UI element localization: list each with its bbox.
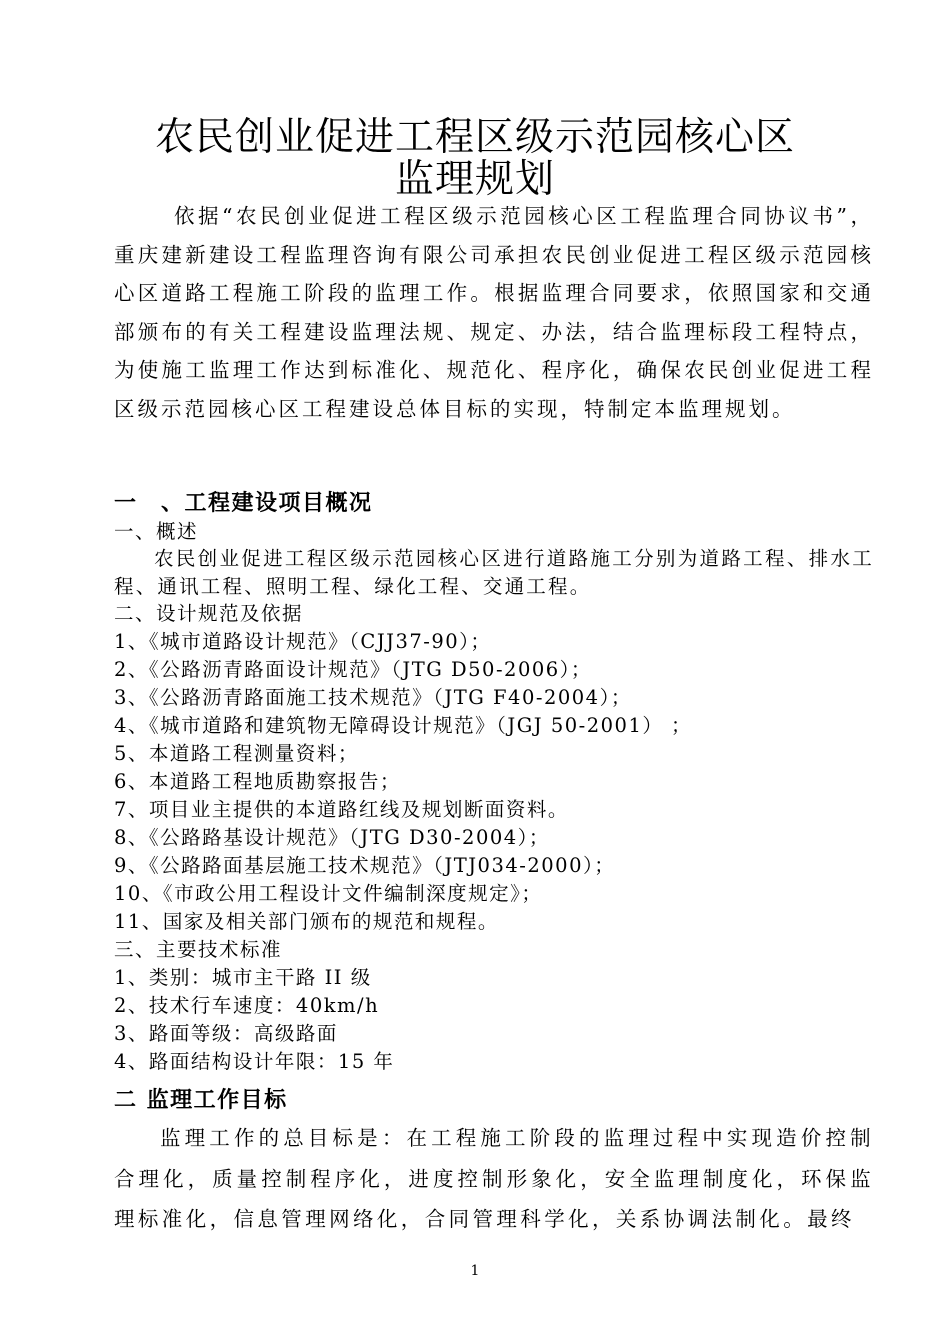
title-line-2: 监理规划	[394, 157, 555, 202]
page-number: 1	[470, 1263, 480, 1279]
section-1-heading: 一 、工程建设项目概况	[114, 491, 373, 516]
goal-text: 监理工作的总目标是：在工程施工阶段的监理过程中实现造价控制合理化，质量控制程序化，进度控制形象化，安全监理制度化，环保监理标准化，信息管理网络化，合同管理科学化，关系协调法制化。最终	[114, 1126, 874, 1231]
spec-item: 5、本道路工程测量资料；	[114, 742, 359, 765]
standard-item: 2、技术行车速度：40km/h	[114, 994, 380, 1017]
spec-item: 8、《公路路基设计规范》（JTG D30-2004）；	[114, 826, 550, 849]
standard-item: 4、路面结构设计年限：15 年	[114, 1050, 395, 1073]
goal-paragraph	[114, 1118, 874, 1240]
subsection-1-heading: 一、概述	[114, 520, 199, 543]
section-2-heading: 二 监理工作目标	[114, 1088, 288, 1113]
spec-item: 3、《公路沥青路面施工技术规范》（JTG F40-2004）；	[114, 686, 632, 709]
subsection-2-heading: 二、设计规范及依据	[114, 602, 304, 625]
intro-text: 依据“农民创业促进工程区级示范园核心区工程监理合同协议书”，重庆建新建设工程监理咨询有限公司承担农民创业促进工程区级示范园核心区道路工程施工阶段的监理工作。根据监理合同要求，依照国家和交通部颁布的有关工程建设监理法规、规定、办法，结合监理标段工程特点，为使施工监理工作达到标准化、规范化、程序化，确保农民创业促进工程区级示范园核心区工程建设总体目标的实现，特制定本监理规划。	[114, 204, 874, 421]
title-line-1: 农民创业促进工程区级示范园核心区	[154, 115, 795, 160]
subsection-3-heading: 三、主要技术标准	[114, 938, 283, 961]
overview-paragraph	[114, 545, 874, 600]
spec-item: 7、项目业主提供的本道路红线及规划断面资料。	[114, 798, 569, 821]
overview-text: 农民创业促进工程区级示范园核心区进行道路施工分别为道路工程、排水工程、通讯工程、照明工程、绿化工程、交通工程。	[114, 547, 874, 598]
spec-item: 6、本道路工程地质勘察报告；	[114, 770, 401, 793]
spec-item: 11、国家及相关部门颁布的规范和规程。	[114, 910, 499, 933]
spec-item: 1、《城市道路设计规范》（CJJ37-90）；	[114, 630, 492, 653]
spec-item: 4、《城市道路和建筑物无障碍设计规范》（JGJ 50-2001） ；	[114, 714, 693, 737]
standard-item: 3、路面等级：高级路面	[114, 1022, 338, 1045]
spec-item: 9、《公路路面基层施工技术规范》（JTJ034-2000）；	[114, 854, 616, 877]
standard-item: 1、类别：城市主干路 II 级	[114, 966, 372, 989]
spec-item: 10、《市政公用工程设计文件编制深度规定》；	[114, 882, 543, 905]
spec-item: 2、《公路沥青路面设计规范》（JTG D50-2006）；	[114, 658, 592, 681]
intro-paragraph	[114, 197, 874, 429]
